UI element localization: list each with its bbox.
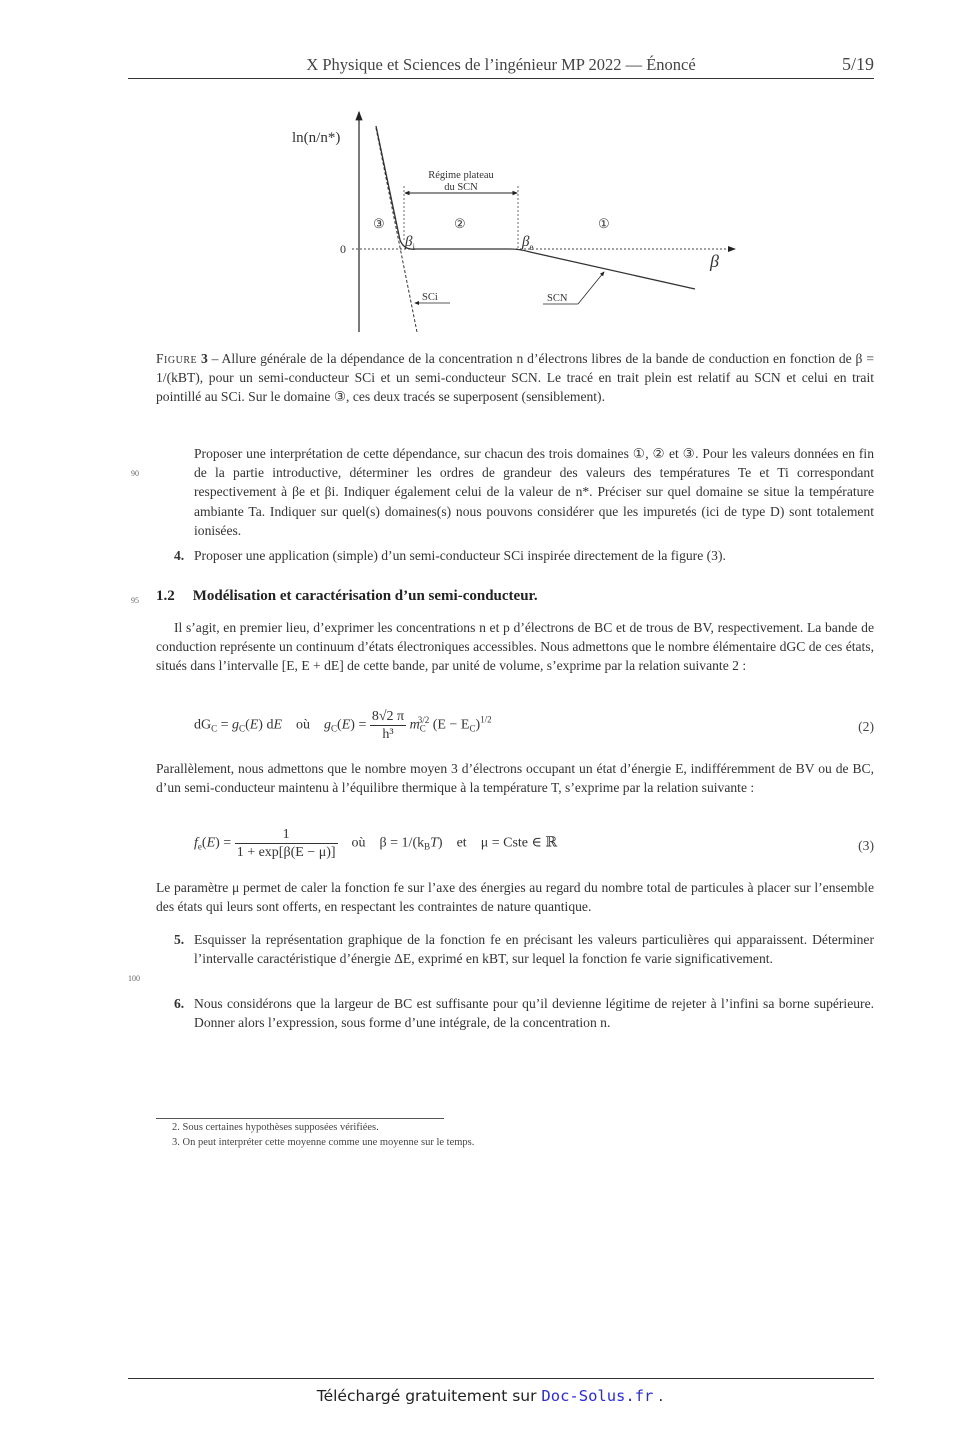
question-3-text: Proposer une interprétation de cette dépendance, sur chacun des trois domaines ①, ② et ③. Pour les valeurs données en fin de la partie introductive, déterminer les ordres de grandeur des valeurs des températures Te et Ti correspondant respectivement à βe et βi. Indiquer également celui de la valeur de n*. Préciser sur quel domaine se situe la température ambiante Ta. Indiquer sur quel(s) domaines(s) nous pouvons considérer que les impuretés (ici de type D) sont totalement ionisées. xyxy=(194,446,874,538)
section-heading xyxy=(156,588,538,605)
equation-2-number: (2) xyxy=(858,719,874,734)
equation-2: $dG_C = g_C(E)$ dE où $g_C(E)$ = $\frac{8√2 \pi}{\text{h³}}$ $m_C^{3/2}$ $(E - E_C)^{1/2}$ xyxy=(194,709,492,742)
footnote-3: 3. On peut interpréter cette moyenne comme une moyenne sur le temps. xyxy=(172,1137,475,1148)
figure-caption xyxy=(156,349,874,406)
domain-2-label: ② xyxy=(454,216,466,231)
zero-label: 0 xyxy=(340,242,346,256)
domain-1-label: ① xyxy=(598,216,610,231)
question-5-text: Esquisser la représentation graphique de la fonction fe en précisant les valeurs particulières qui apparaissent. Déterminer l’intervalle caractéristique d’énergie ΔE, exprimé en kBT, sur lequel la fonction fe varie significativement. xyxy=(194,932,874,967)
question-6-number: 6. xyxy=(174,996,185,1011)
scn-curve xyxy=(376,126,695,289)
beta-e-label: $\beta_e$ xyxy=(522,234,534,252)
caption-number: 3 xyxy=(200,351,208,366)
footnote-rule xyxy=(156,1118,444,1119)
footer-rule xyxy=(128,1378,874,1379)
scn-label: SCN xyxy=(547,293,568,304)
page-header xyxy=(128,54,874,79)
paragraph-1: Il s’agit, en premier lieu, d’exprimer les concentrations n et p d’électrons de BC et de trous de BV, respectivement. La bande de conduction représente un continuum d’états électroniques accessibles. Nous admettons que le nombre élémentaire dGC de ces états, situés dans l’intervalle [E, E + dE] de cette bande, par unité de volume, s’exprime par la relation suivante 2 : xyxy=(156,620,874,674)
footnote-2: 2. Sous certaines hypothèses supposées vérifiées. xyxy=(172,1122,379,1133)
plateau-label-2: du SCN xyxy=(444,182,478,193)
x-axis-label: β xyxy=(710,251,719,271)
scn-pointer-arrow xyxy=(578,272,604,304)
equation-3: $f_e(E)$ = $\frac{1}{1 + \exp[\beta(E - \mu)]}$ où $\beta = 1/(k_BT)$ et μ = Cste ∈ ℝ xyxy=(194,827,557,860)
line-number-100: 100 xyxy=(128,974,140,983)
question-5-number: 5. xyxy=(174,932,185,947)
figure-3-diagram xyxy=(280,100,750,345)
domain-3-label: ③ xyxy=(373,216,385,231)
caption-label: Figure xyxy=(156,351,198,366)
paragraph-2: Parallèlement, nous admettons que le nombre moyen 3 d’électrons occupant un état d’énergie E, indifféremment de BV ou de BC, d’un semi-conducteur maintenu à l’équilibre thermique à la température T, s’exprime par la relation suivante : xyxy=(156,761,874,796)
line-number-95: 95 xyxy=(131,596,139,605)
section-title: Modélisation et caractérisation d’un semi-conducteur. xyxy=(192,588,538,604)
plateau-label: Régime plateau xyxy=(428,170,494,181)
y-axis-label: ln(n/n*) xyxy=(292,130,341,146)
doc-solus-link[interactable]: Doc-Solus.fr xyxy=(541,1387,654,1405)
question-4-number: 4. xyxy=(174,548,185,563)
header-title: X Physique et Sciences de l’ingénieur MP 2022 — Énoncé xyxy=(306,55,696,74)
question-4-text: Proposer une application (simple) d’un semi-conducteur SCi inspirée directement de la figure (3). xyxy=(194,548,726,563)
equation-3-number: (3) xyxy=(858,838,874,853)
footer-suffix: . xyxy=(653,1387,664,1405)
paragraph-3: Le paramètre μ permet de caler la fonction fe sur l’axe des énergies au regard du nombre total de particules à placer sur l’ensemble des états qui leurs sont offerts, en respectant les contraintes de nature quantique. xyxy=(156,880,874,915)
section-number: 1.2 xyxy=(156,588,175,604)
sci-label: SCi xyxy=(422,292,438,303)
page-number: 5/19 xyxy=(841,54,874,74)
line-number-90: 90 xyxy=(131,469,139,478)
question-6-text: Nous considérons que la largeur de BC est suffisante pour qu’il devienne légitime de rejeter à l’infini sa borne supérieure. Donner alors l’expression, sous forme d’une intégrale, de la concentration n. xyxy=(194,996,874,1031)
footer-prefix: Téléchargé gratuitement sur xyxy=(316,1387,542,1405)
beta-i-label: $\beta_i$ xyxy=(405,234,415,252)
footer xyxy=(0,1387,980,1405)
caption-text: – Allure générale de la dépendance de la concentration n d’électrons libres de la bande de conduction en fonction de β = 1/(kBT), pour un semi-conducteur SCi et un semi-conducteur SCN. Le tracé en trait plein est relatif au SCN et celui en trait pointillé au SCi. Sur le domaine ③, ces deux tracés se superposent (sensiblement). xyxy=(156,351,874,404)
